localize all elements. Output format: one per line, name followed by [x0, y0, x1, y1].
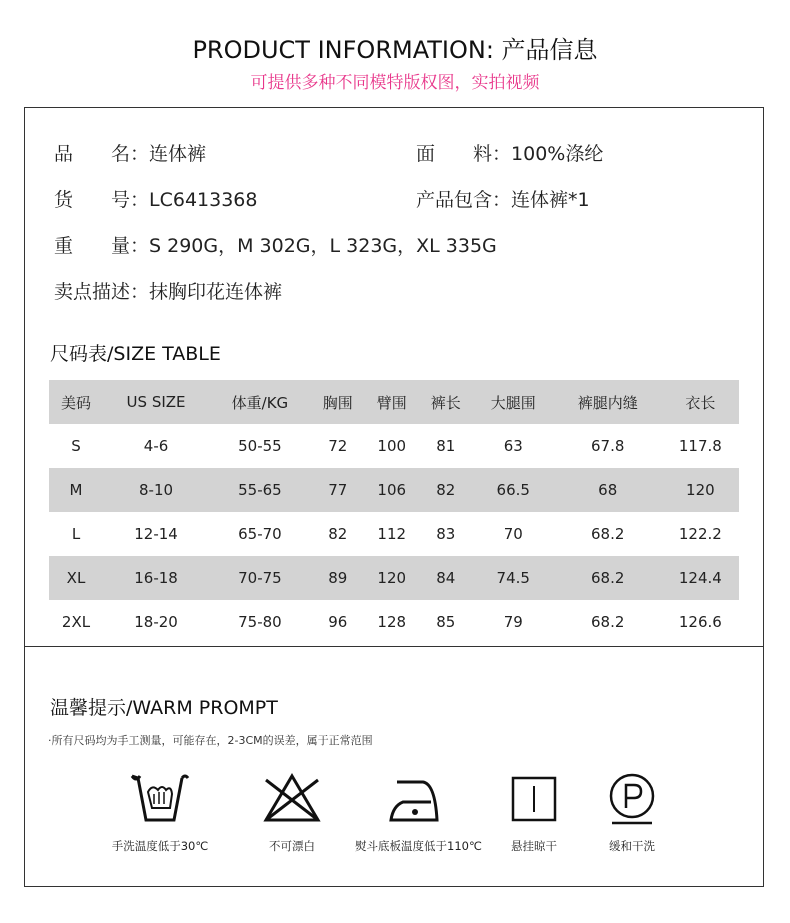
table-cell: 50-55	[238, 437, 282, 455]
care-label: 熨斗底板温度低于110℃	[355, 839, 482, 853]
table-cell: 100	[377, 437, 407, 455]
table-cell: 122.2	[678, 525, 722, 543]
table-cell: 68.2	[554, 556, 662, 600]
care-iron-low	[355, 770, 482, 854]
info-weight	[54, 231, 497, 258]
care-label: 缓和干洗	[609, 839, 655, 853]
iron-low-icon	[383, 770, 447, 826]
info-sku	[54, 185, 258, 212]
table-cell: 89	[311, 556, 365, 600]
table-row	[49, 424, 739, 468]
care-label: 手洗温度低于30℃	[111, 839, 209, 853]
table-cell: 18-20	[134, 613, 178, 631]
table-cell: 124.4	[662, 556, 739, 600]
table-cell: 117.8	[678, 437, 722, 455]
care-dry-clean	[572, 770, 692, 854]
weight-label: 重 量：	[54, 235, 150, 257]
table-cell: 12-14	[134, 525, 178, 543]
weight-value: S 290G，M 302G，L 323G，XL 335G	[149, 235, 497, 257]
table-cell: 126.6	[678, 613, 722, 631]
table-cell: 68.2	[591, 525, 625, 543]
sku-label: 货 号：	[54, 189, 150, 211]
table-cell: XL	[49, 556, 103, 600]
table-cell: 82	[328, 525, 348, 543]
info-selling-point	[54, 277, 282, 304]
table-cell: 120	[365, 556, 419, 600]
size-table	[49, 380, 739, 644]
includes-label: 产品包含：	[416, 189, 512, 211]
header-cell: 大腿围	[473, 380, 554, 424]
table-cell: 67.8	[591, 437, 625, 455]
table-row	[49, 468, 739, 512]
selling-label: 卖点描述：	[54, 281, 150, 303]
measurement-note: ·所有尺码均为手工测量，可能存在，2-3CM的误差，属于正常范围	[48, 734, 373, 747]
header-cell: 体重/KG	[209, 380, 311, 424]
care-hand-wash	[100, 770, 220, 854]
table-cell: 63	[503, 437, 523, 455]
table-cell: 4-6	[143, 437, 169, 455]
table-cell: 75-80	[238, 613, 282, 631]
table-cell: 81	[436, 437, 456, 455]
info-name	[54, 139, 206, 166]
table-cell: 70	[503, 525, 523, 543]
sku-value: LC6413368	[149, 189, 258, 211]
care-no-bleach	[232, 770, 352, 854]
warm-prompt-title: 温馨提示/WARM PROMPT	[50, 697, 278, 719]
table-cell: 74.5	[473, 556, 554, 600]
table-cell: 83	[436, 525, 456, 543]
table-cell: 16-18	[103, 556, 209, 600]
size-table-title: 尺码表/SIZE TABLE	[50, 343, 221, 365]
table-cell: 128	[377, 613, 407, 631]
table-cell: 77	[311, 468, 365, 512]
table-cell: 55-65	[209, 468, 311, 512]
table-cell: 68	[554, 468, 662, 512]
page-title: PRODUCT INFORMATION: 产品信息	[192, 36, 598, 64]
header-cell: 衣长	[662, 380, 739, 424]
table-cell: 96	[328, 613, 348, 631]
header-cell: 裤腿内缝	[554, 380, 662, 424]
table-row	[49, 556, 739, 600]
hang-dry-icon	[502, 770, 566, 826]
care-label: 悬挂晾干	[511, 839, 557, 853]
table-cell: 72	[328, 437, 348, 455]
info-includes	[416, 185, 590, 212]
care-label: 不可漂白	[269, 839, 315, 853]
table-cell: S	[71, 437, 81, 455]
table-cell: 120	[662, 468, 739, 512]
header-cell: 裤长	[419, 380, 473, 424]
page-subtitle: 可提供多种不同模特版权图，实拍视频	[250, 73, 540, 93]
section-divider	[24, 646, 764, 647]
header-cell: US SIZE	[103, 380, 209, 424]
table-cell: 112	[377, 525, 407, 543]
hand-wash-icon	[128, 770, 192, 826]
header-cell: 美码	[49, 380, 103, 424]
info-fabric	[416, 139, 603, 166]
table-cell: 2XL	[61, 613, 91, 631]
table-cell: 65-70	[238, 525, 282, 543]
table-cell: 66.5	[473, 468, 554, 512]
table-cell: 84	[419, 556, 473, 600]
table-cell: 68.2	[591, 613, 625, 631]
header-cell: 臂围	[365, 380, 419, 424]
fabric-label: 面 料：	[416, 143, 512, 165]
table-cell: 85	[436, 613, 456, 631]
header-cell: 胸围	[311, 380, 365, 424]
fabric-value: 100%涤纶	[511, 143, 604, 165]
name-value: 连体裤	[149, 143, 207, 165]
dry-clean-p-icon	[600, 770, 664, 826]
no-bleach-icon	[260, 770, 324, 826]
table-row	[49, 600, 739, 644]
table-cell: 79	[503, 613, 523, 631]
table-cell: 82	[419, 468, 473, 512]
includes-value: 连体裤*1	[511, 189, 590, 211]
table-cell: M	[49, 468, 103, 512]
name-label: 品 名：	[54, 143, 150, 165]
size-table-header-row	[49, 380, 739, 424]
table-cell: 70-75	[209, 556, 311, 600]
table-row	[49, 512, 739, 556]
table-cell: L	[71, 525, 81, 543]
selling-value: 抹胸印花连体裤	[149, 281, 283, 303]
table-cell: 8-10	[103, 468, 209, 512]
table-cell: 106	[365, 468, 419, 512]
